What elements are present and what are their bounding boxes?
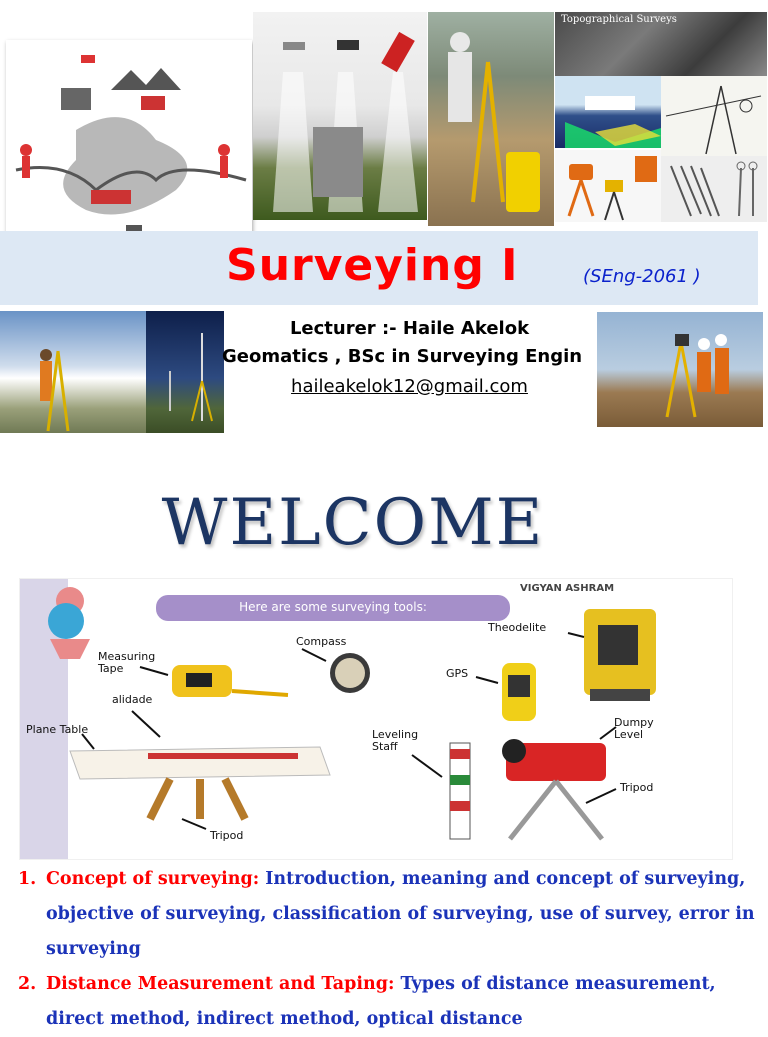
course-topics-list [18,862,758,1037]
survey-instruments-photo [555,150,661,222]
surveying-map-illustration [6,40,252,246]
tools-banner [156,595,510,621]
label-alidade: alidade [112,693,153,706]
label-dumpy-level: Dumpy Level [614,716,654,741]
topic-number: 1. [18,869,37,889]
surveying-tools-diagram [19,578,733,860]
historical-survey-sketch [661,76,767,156]
surveyor-tripod-sky-photo [0,311,146,433]
label-theodelite: Theodelite [488,621,547,634]
chain-and-pins-photo [661,156,767,222]
label-plane-table: Plane Table [26,723,89,736]
gps-pole-photo [146,311,224,433]
label-leveling-staff: Leveling Staff [372,728,419,753]
drones-photo [253,12,427,220]
lecturer-name: Lecturer :- Haile Akelok [289,318,530,339]
welcome-heading: WELCOME [161,486,545,560]
course-title: Surveying I [226,240,519,291]
topic-body: Types of distance measurement, direct method, indirect method, optical distance [46,974,716,1029]
lecturer-email-link[interactable]: haileakelok12@gmail.com [291,376,528,397]
label-gps: GPS [446,667,469,680]
label-measuring-tape: Measuring Tape [98,650,156,675]
tools-banner-text: Here are some surveying tools: [239,600,427,614]
vigyan-ashram-logo-text: VIGYAN ASHRAM [520,583,615,594]
survey-crew-photo [597,312,763,427]
label-tripod-left: Tripod [210,829,244,842]
label-compass: Compass [296,635,347,648]
topic-heading: Concept of surveying: [46,869,260,889]
topo-caption: Topographical Surveys [561,14,677,25]
topic-body: Introduction, meaning and concept of surveying, objective of surveying, classification of surveying, use of survey, error in surveying [46,869,755,959]
lecturer-department: Geomatics , BSc in Surveying Engin [222,346,583,367]
label-tripod-right: Tripod [620,781,654,794]
topic-number: 2. [18,974,37,994]
topic-heading: Distance Measurement and Taping: [46,974,395,994]
surveyor-field-photo [428,12,554,226]
course-code: (SEng-2061 ) [583,266,701,287]
lecturer-info [222,318,597,408]
topic-item-2 [18,967,758,1037]
hydrographic-ship-photo [555,76,661,148]
topographical-surveys-photo [555,12,767,76]
topic-item-1 [18,862,758,967]
